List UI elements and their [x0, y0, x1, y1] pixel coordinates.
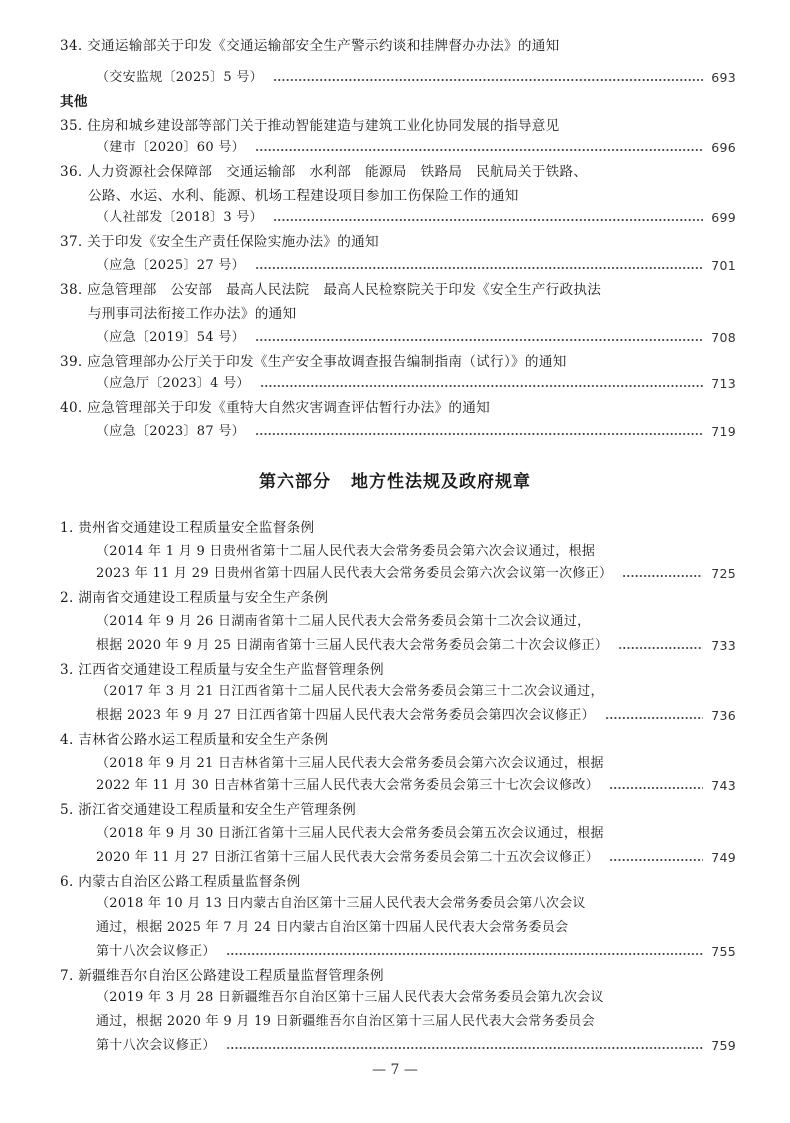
- toc-entry-title: 6. 内蒙古自治区公路工程质量监督条例: [60, 874, 301, 890]
- toc-entry-ref: [96, 66, 736, 90]
- toc-entry-note: （2018 年 9 月 21 日吉林省第十三届人民代表大会常务委员会第六次会议通过，根据: [96, 756, 604, 771]
- toc-entry-note: 通过，根据 2025 年 7 月 24 日内蒙古自治区第十四届人民代表大会常务委员会: [96, 920, 569, 935]
- page-ref: 725: [711, 566, 736, 581]
- doc-note: 根据 2023 年 9 月 27 日江西省第十四届人民代表大会常务委员会第四次会议修正）: [96, 708, 595, 723]
- toc-entry-title: 7. 新疆维吾尔自治区公路建设工程质量监督管理条例: [60, 968, 384, 984]
- toc-entry-title-cont: 公路、水运、水利、能源、机场工程建设项目参加工伤保险工作的通知: [88, 188, 519, 204]
- page-ref: 708: [711, 330, 736, 345]
- category-heading: 其他: [60, 94, 88, 110]
- page-ref: 696: [711, 140, 736, 155]
- page-ref: 719: [711, 424, 736, 439]
- page-ref: 743: [711, 778, 736, 793]
- toc-entry-note: 通过，根据 2020 年 9 月 19 日新疆维吾尔自治区第十三届人民代表大会常务委员会: [96, 1014, 595, 1029]
- page-ref: 755: [711, 944, 736, 959]
- doc-number: （人社部发〔2018〕3 号）: [96, 210, 263, 225]
- dot-leader: [618, 647, 703, 649]
- toc-entry-ref: [96, 326, 736, 350]
- toc-entry-ref: [96, 704, 736, 728]
- toc-entry-ref: [96, 774, 736, 798]
- toc-entry-title: 3. 江西省交通建设工程质量与安全生产监督管理条例: [60, 662, 384, 678]
- toc-entry-ref: [96, 1034, 736, 1058]
- doc-number: （建市〔2020〕60 号）: [96, 140, 245, 155]
- toc-entry-ref: [96, 254, 736, 278]
- toc-entry-title: 36. 人力资源社会保障部 交通运输部 水利部 能源局 铁路局 民航局关于铁路、: [60, 164, 588, 180]
- toc-entry-ref: [96, 634, 736, 658]
- toc-entry-note: （2018 年 9 月 30 日浙江省第十三届人民代表大会常务委员会第五次会议通过，根据: [96, 826, 604, 841]
- toc-entry-title: 4. 吉林省公路水运工程质量和安全生产条例: [60, 732, 329, 748]
- dot-leader: [622, 575, 703, 577]
- doc-number: （应急〔2023〕87 号）: [96, 424, 245, 439]
- toc-entry-note: （2014 年 9 月 26 日湖南省第十二届人民代表大会常务委员会第十二次会议通过，: [96, 614, 591, 629]
- toc-entry-note: （2019 年 3 月 28 日新疆维吾尔自治区第十三届人民代表大会常务委员会第九次会议: [96, 990, 604, 1005]
- doc-note: 第十八次会议修正）: [96, 944, 216, 959]
- doc-number: （交安监规〔2025〕5 号）: [96, 70, 263, 85]
- doc-number: （应急厅〔2023〕4 号）: [96, 376, 250, 391]
- toc-entry-title: 39. 应急管理部办公厅关于印发《生产安全事故调查报告编制指南（试行）》的通知: [60, 354, 567, 370]
- toc-entry-title: 35. 住房和城乡建设部等部门关于推动智能建造与建筑工业化协同发展的指导意见: [60, 118, 560, 134]
- toc-entry-ref: [96, 420, 736, 444]
- part-heading: [0, 467, 790, 492]
- toc-entry-ref: [96, 206, 736, 230]
- page-ref: 699: [711, 210, 736, 225]
- toc-entry-title: 5. 浙江省交通建设工程质量和安全生产管理条例: [60, 802, 357, 818]
- dot-leader: [260, 385, 704, 387]
- dot-leader: [255, 433, 703, 435]
- toc-entry-ref: [96, 562, 736, 586]
- dot-leader: [609, 859, 703, 861]
- part-title: 地方性法规及政府规章: [351, 472, 531, 492]
- page-ref: 736: [711, 708, 736, 723]
- dot-leader: [255, 267, 703, 269]
- dot-leader: [226, 1047, 704, 1049]
- dot-leader: [226, 953, 704, 955]
- toc-entry-note: （2014 年 1 月 9 日贵州省第十二届人民代表大会常务委员会第六次会议通过，根据: [96, 544, 596, 559]
- doc-note: 2022 年 11 月 30 日吉林省第十三届人民代表大会常务委员会第三十七次会议修改）: [96, 778, 600, 793]
- toc-entry-title: 1. 贵州省交通建设工程质量安全监督条例: [60, 520, 315, 536]
- toc-entry-ref: [96, 940, 736, 964]
- toc-entry-title: 34. 交通运输部关于印发《交通运输部安全生产警示约谈和挂牌督办办法》的通知: [60, 38, 560, 54]
- toc-entry-title: 38. 应急管理部 公安部 最高人民法院 最高人民检察院关于印发《安全生产行政执法: [60, 282, 602, 298]
- doc-number: （应急〔2025〕27 号）: [96, 258, 245, 273]
- dot-leader: [255, 149, 703, 151]
- page-ref: 733: [711, 638, 736, 653]
- doc-note: 2020 年 11 月 27 日浙江省第十三届人民代表大会常务委员会第二十五次会议修正）: [96, 850, 600, 865]
- doc-note: 2023 年 11 月 29 日贵州省第十四届人民代表大会常务委员会第六次会议第一次修正）: [96, 566, 613, 581]
- toc-entry-note: （2018 年 10 月 13 日内蒙古自治区第十三届人民代表大会常务委员会第八次会议: [96, 896, 586, 911]
- page-ref: 713: [711, 376, 736, 391]
- toc-entry-title-cont: 与刑事司法衔接工作办法》的通知: [88, 306, 297, 322]
- page-number: — 7 —: [372, 1062, 418, 1078]
- page-ref: 693: [711, 70, 736, 85]
- dot-leader: [255, 339, 703, 341]
- dot-leader: [605, 717, 703, 719]
- toc-entry-ref: [96, 846, 736, 870]
- dot-leader: [273, 219, 703, 221]
- page-ref: 749: [711, 850, 736, 865]
- toc-entry-title: 40. 应急管理部关于印发《重特大自然灾害调查评估暂行办法》的通知: [60, 400, 491, 416]
- toc-entry-ref: [96, 372, 736, 396]
- doc-note: 第十八次会议修正）: [96, 1038, 216, 1053]
- doc-note: 根据 2020 年 9 月 25 日湖南省第十三届人民代表大会常务委员会第二十次会议修正）: [96, 638, 609, 653]
- part-label: 第六部分: [259, 472, 331, 492]
- doc-number: （应急〔2019〕54 号）: [96, 330, 245, 345]
- toc-entry-ref: [96, 136, 736, 160]
- dot-leader: [273, 79, 703, 81]
- toc-entry-title: 2. 湖南省交通建设工程质量与安全生产条例: [60, 590, 329, 606]
- toc-entry-title: 37. 关于印发《安全生产责任保险实施办法》的通知: [60, 234, 379, 250]
- dot-leader: [609, 787, 703, 789]
- page-ref: 759: [711, 1038, 736, 1053]
- toc-entry-note: （2017 年 3 月 21 日江西省第十二届人民代表大会常务委员会第三十二次会议通过，: [96, 684, 604, 699]
- page-ref: 701: [711, 258, 736, 273]
